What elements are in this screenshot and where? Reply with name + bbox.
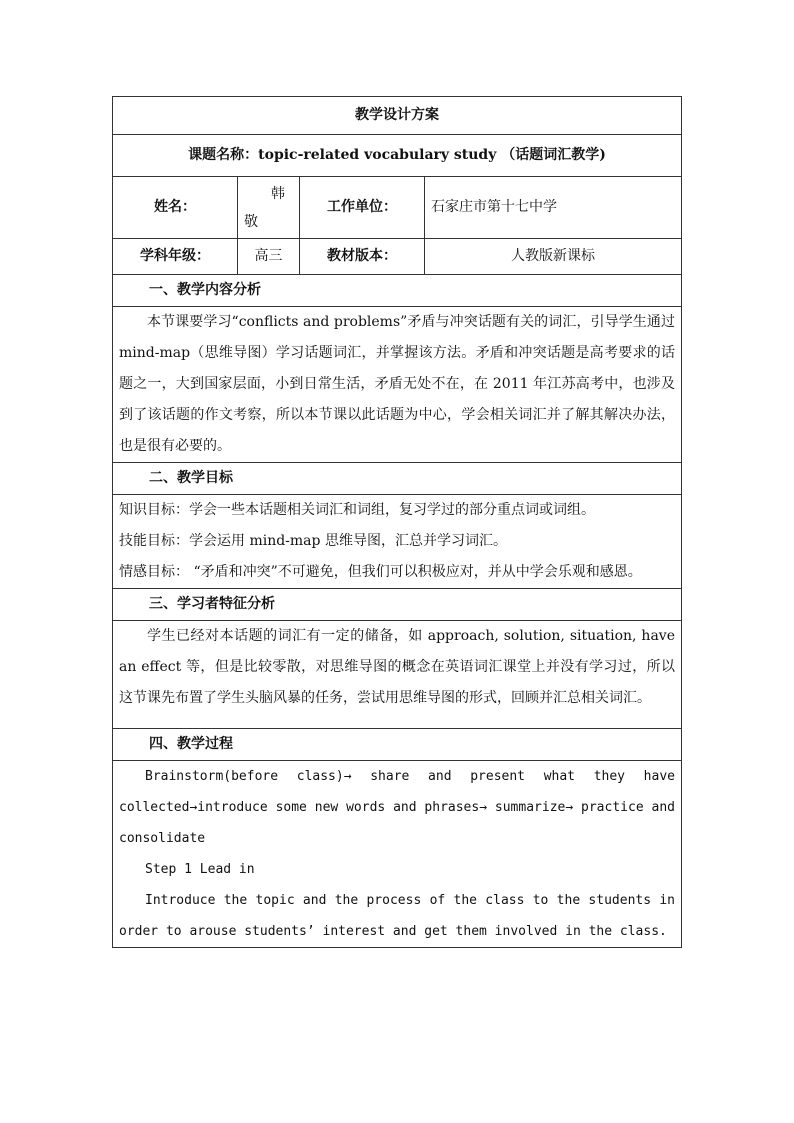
section-2-heading: 二、教学目标 [113,463,682,495]
section-3-text: 学生已经对本话题的词汇有一定的储备，如 approach, solution, situation, have an effect 等，但是比较零散，对思维导图的概念在英语词汇课堂上并没有学习过，所以这节课先布置了学生头脑风暴的任务，尝试用思维导图的形式，回顾并汇总相关词汇。 [113,621,682,729]
lesson-plan-table [112,96,682,948]
name-value [238,177,300,239]
skill-goal: 技能目标：学会运用 mind-map 思维导图，汇总并学习词汇。 [119,533,507,549]
grade-label: 学科年级： [113,239,238,275]
section-4-body [113,761,682,948]
step1-title: Step 1 Lead in [145,862,255,877]
section-1-heading: 一、教学内容分析 [113,275,682,307]
edition-value: 人教版新课标 [425,239,682,275]
work-value: 石家庄市第十七中学 [425,177,682,239]
step1-text: Introduce the topic and the process of the class to the students in order to arouse students’ interest and get them involved in the class. [119,893,675,939]
name-value-line2: 敬 [244,213,258,230]
name-label: 姓名： [113,177,238,239]
doc-title: 教学设计方案 [113,97,682,135]
edition-label: 教材版本： [300,239,425,275]
work-label: 工作单位： [300,177,425,239]
section-4-heading: 四、教学过程 [113,729,682,761]
section-2-body [113,495,682,589]
name-value-line1: 韩 [271,185,285,202]
knowledge-goal: 知识目标：学会一些本话题相关词汇和词组，复习学过的部分重点词或词组。 [119,502,595,518]
topic-line: 课题名称：topic-related vocabulary study （话题词汇教学) [113,135,682,177]
grade-value: 高三 [238,239,300,275]
process-flow: Brainstorm(before class)→ share and present what they have collected→introduce some new words and phrases→ summarize→ practice and consolidate [119,769,675,846]
emotion-goal: 情感目标： “矛盾和冲突”不可避免，但我们可以积极应对，并从中学会乐观和感恩。 [119,564,642,580]
section-3-heading: 三、学习者特征分析 [113,589,682,621]
section-1-text: 本节课要学习“conflicts and problems”矛盾与冲突话题有关的词汇，引导学生通过 mind-map（思维导图）学习话题词汇，并掌握该方法。矛盾和冲突话题是高考要求的话题之一，大到国家层面，小到日常生活，矛盾无处不在，在 2011 年江苏高考中，也涉及到了该话题的作文考察，所以本节课以此话题为中心，学会相关词汇并了解其解决办法，也是很有必要的。 [113,307,682,463]
